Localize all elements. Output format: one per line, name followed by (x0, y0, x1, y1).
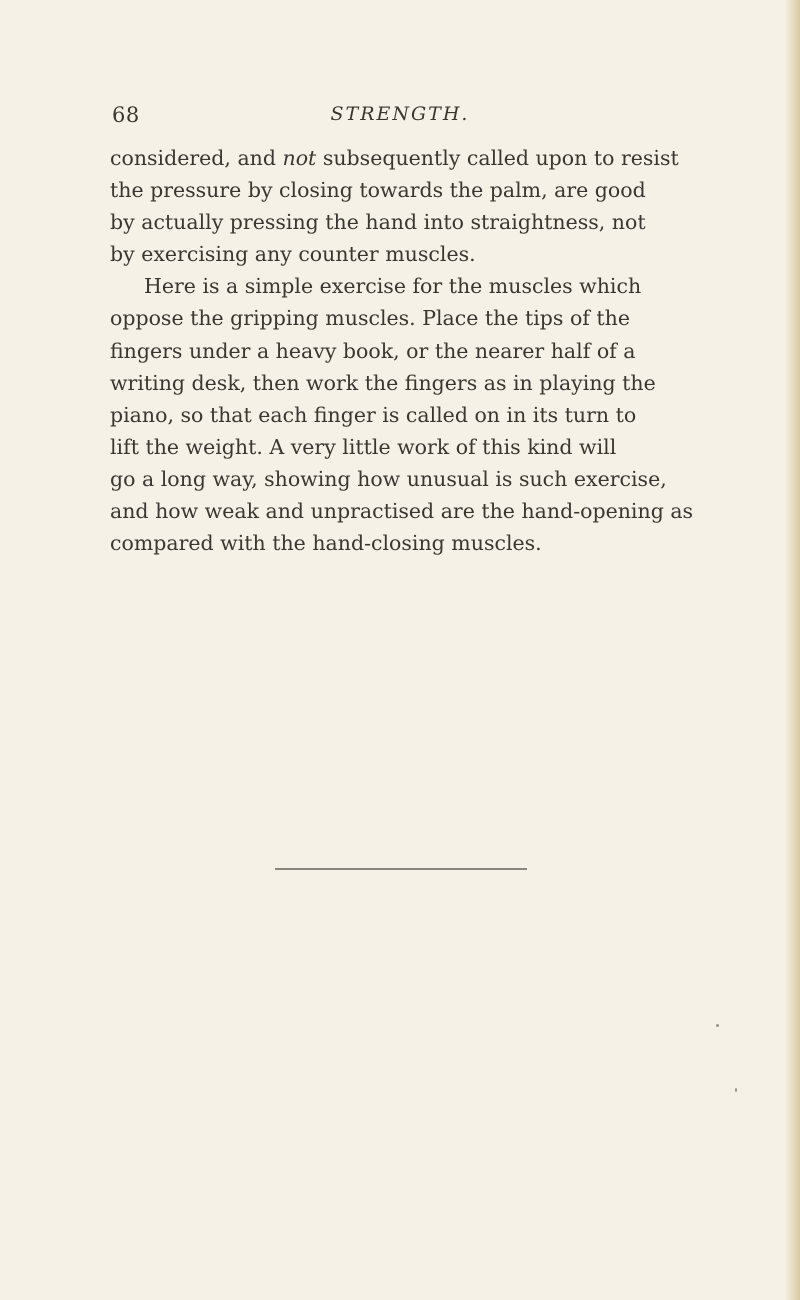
text-span: considered, and (110, 146, 283, 170)
running-head (112, 103, 688, 133)
text-line: go a long way, showing how unusual is such exercise, (110, 466, 667, 491)
paragraph-first-line: Here is a simple exercise for the muscles which (144, 274, 642, 299)
text-line: fingers under a heavy book, or the nearer half of a (110, 338, 636, 363)
text-line (110, 142, 710, 174)
footer-rule (275, 868, 527, 870)
text-line: lift the weight. A very little work of this kind will (110, 434, 617, 459)
text-span: subsequently called upon to resist (316, 146, 679, 170)
running-title: STRENGTH. (330, 103, 470, 125)
emphasis-text: not (282, 146, 317, 170)
paper-speck (735, 1088, 737, 1092)
text-line: piano, so that each finger is called on in its turn to (110, 402, 637, 427)
page-number: 68 (112, 103, 140, 127)
text-line: and how weak and unpractised are the hand-opening as (110, 499, 694, 524)
page-edge-shadow (784, 0, 800, 1300)
text-line: writing desk, then work the fingers as in playing the (110, 370, 656, 395)
text-line: by exercising any counter muscles. (110, 242, 476, 267)
body-text (110, 142, 710, 559)
text-line: compared with the hand-closing muscles. (110, 531, 542, 556)
text-line: the pressure by closing towards the palm, are good (110, 178, 646, 203)
text-line: by actually pressing the hand into straightness, not (110, 210, 646, 235)
paper-speck (716, 1024, 719, 1027)
text-line: oppose the gripping muscles. Place the tips of the (110, 306, 630, 331)
